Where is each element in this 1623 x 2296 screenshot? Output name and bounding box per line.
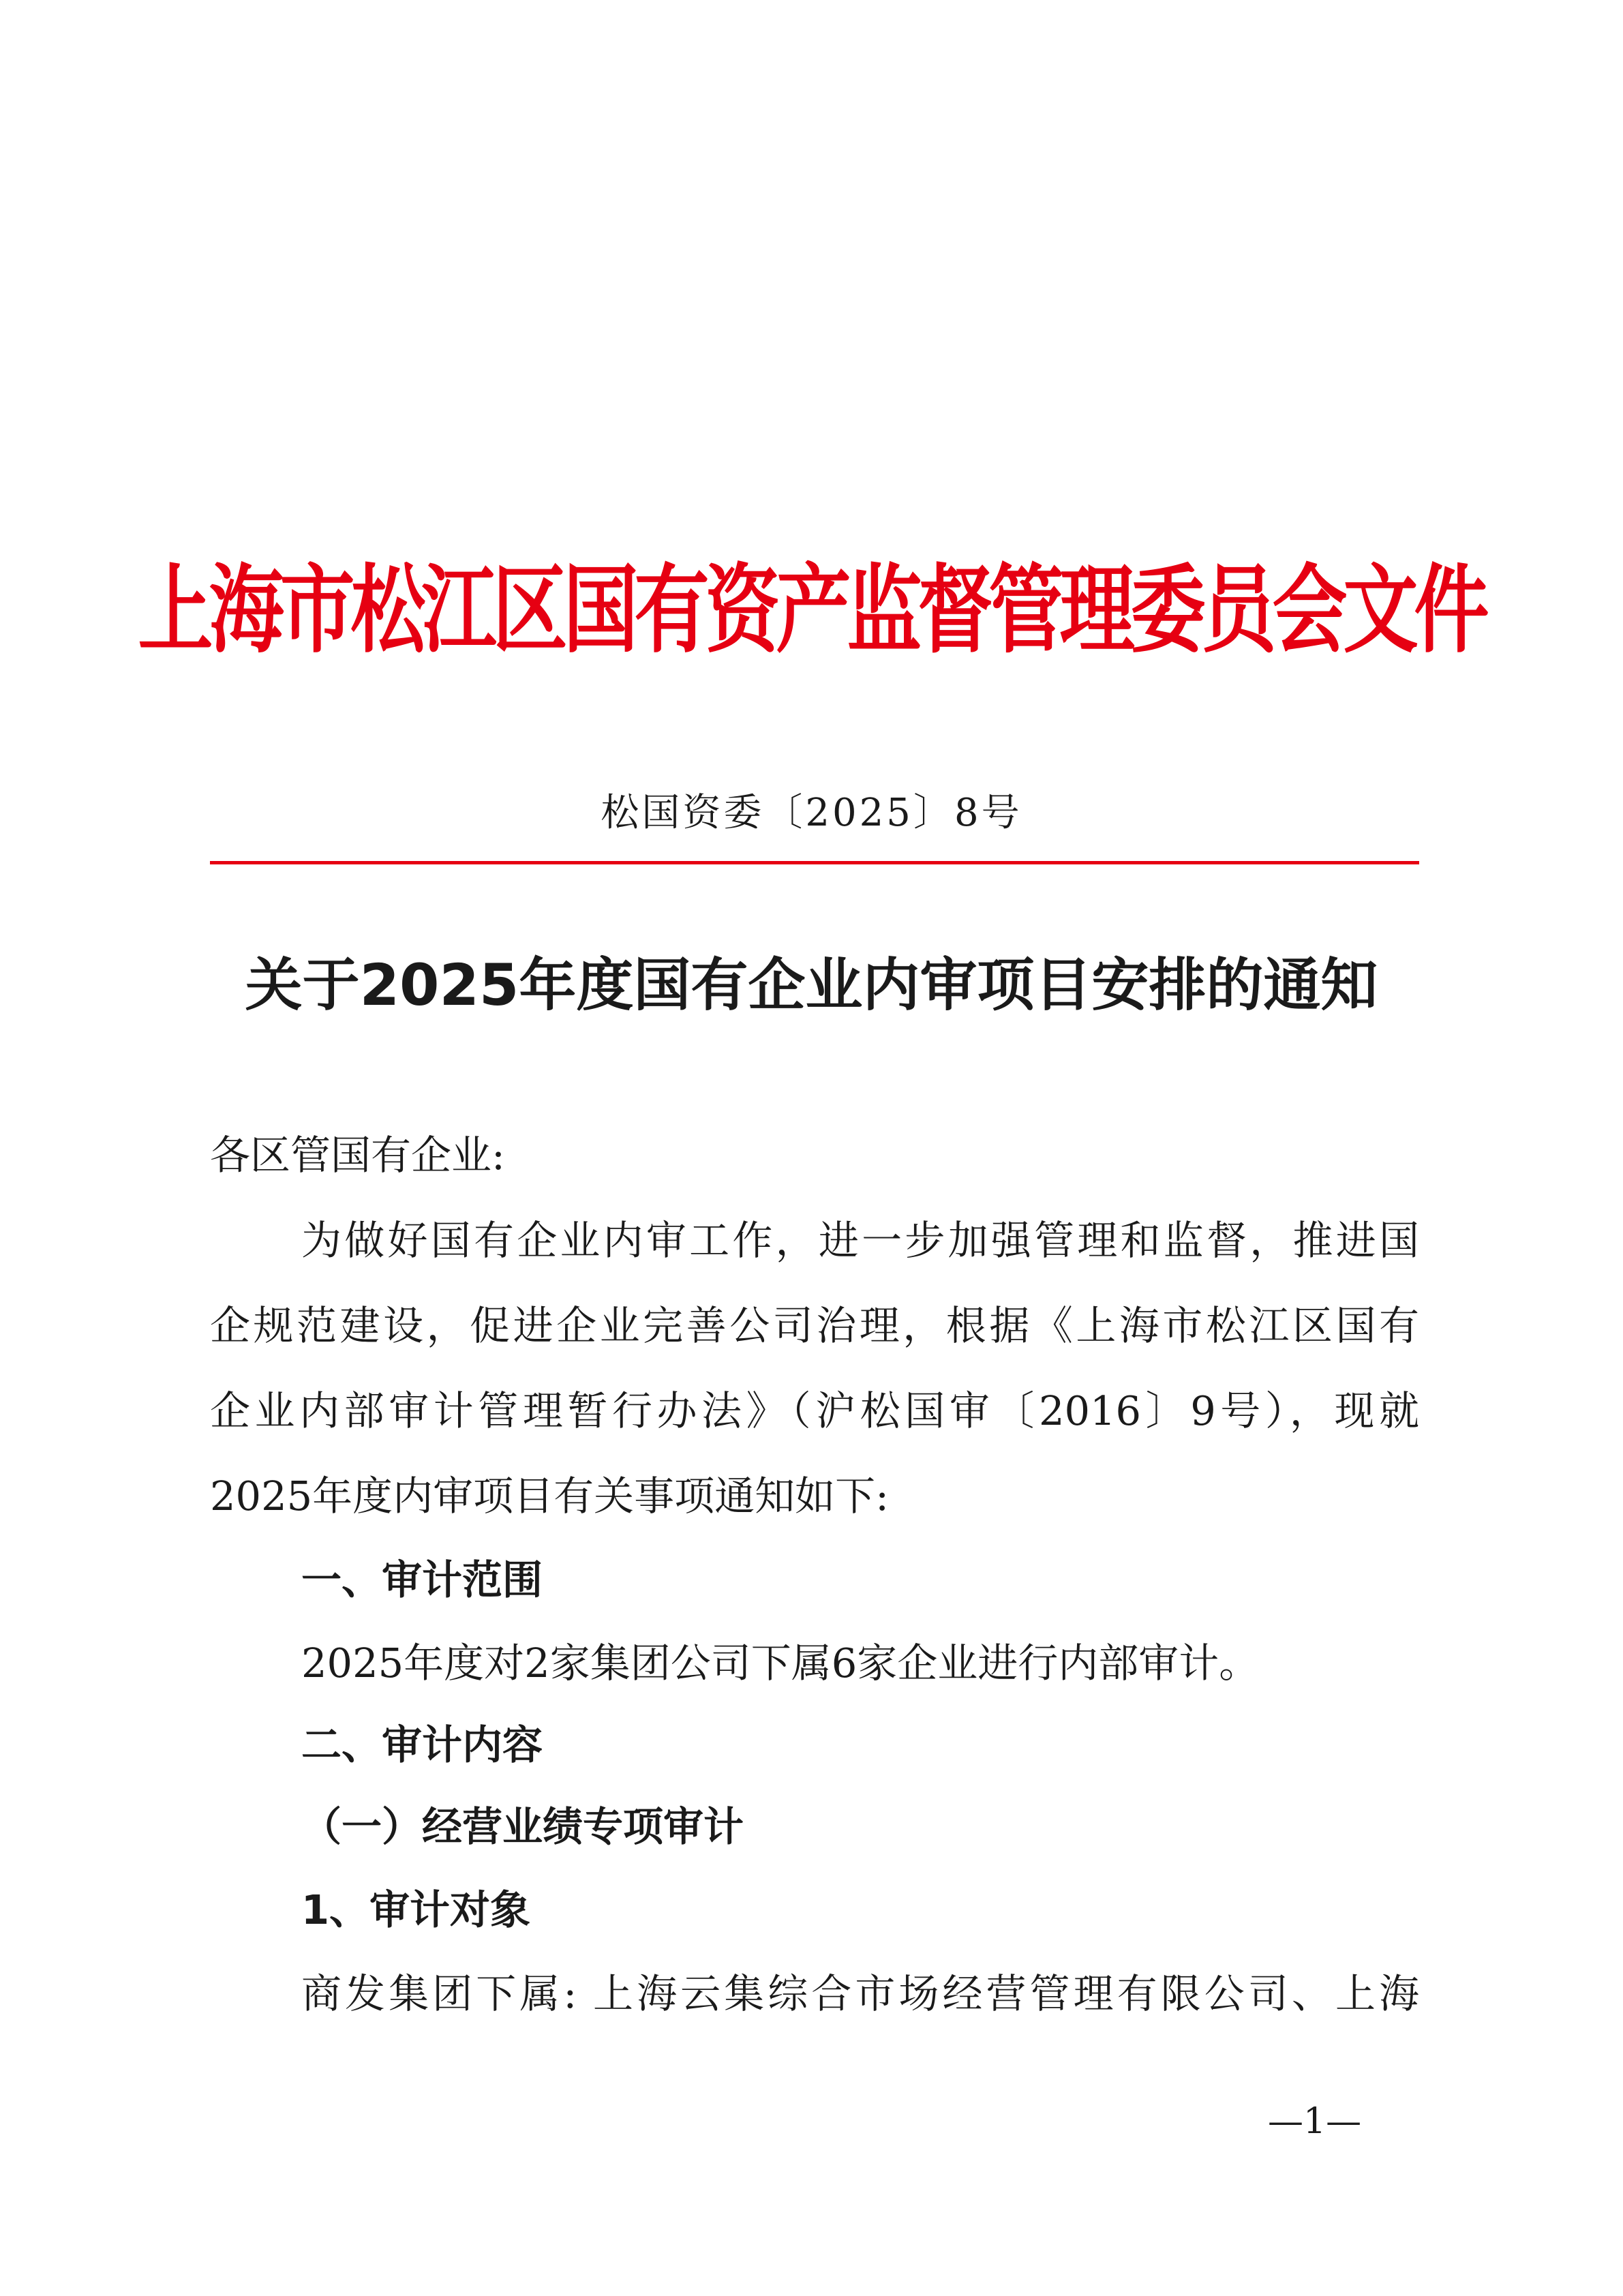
page-number: —1— bbox=[1268, 2101, 1362, 2142]
audit-target-text: 商发集团下属: 上海云集综合市场经营管理有限公司、上海 bbox=[301, 1970, 1419, 2017]
intro-paragraph-line: 2025年度内审项目有关事项通知如下: bbox=[210, 1472, 890, 1520]
red-divider-line bbox=[210, 861, 1419, 864]
document-title: 关于2025年度国有企业内审项目安排的通知 bbox=[245, 952, 1378, 1018]
salutation: 各区管国有企业: bbox=[210, 1132, 505, 1179]
audit-scope-text: 2025年度对2家集团公司下属6家企业进行内部审计。 bbox=[301, 1640, 1260, 1687]
document-number: 松国资委〔2025〕8号 bbox=[601, 791, 1022, 835]
item-heading-audit-target: 1、审计对象 bbox=[301, 1886, 531, 1933]
section-heading-audit-content: 二、审计内容 bbox=[301, 1721, 543, 1768]
intro-paragraph-line: 企规范建设，促进企业完善公司治理，根据《上海市松江区国有 bbox=[210, 1302, 1419, 1349]
section-heading-audit-scope: 一、审计范围 bbox=[301, 1556, 543, 1603]
intro-paragraph-line: 为做好国有企业内审工作，进一步加强管理和监督，推进国 bbox=[301, 1217, 1419, 1264]
subsection-heading-performance-audit: （一）经营业绩专项审计 bbox=[301, 1803, 744, 1850]
intro-paragraph-line: 企业内部审计管理暂行办法》（沪松国审〔2016〕9号），现就 bbox=[210, 1387, 1419, 1434]
document-masthead: 上海市松江区国有资产监督管理委员会文件 bbox=[138, 554, 1485, 666]
